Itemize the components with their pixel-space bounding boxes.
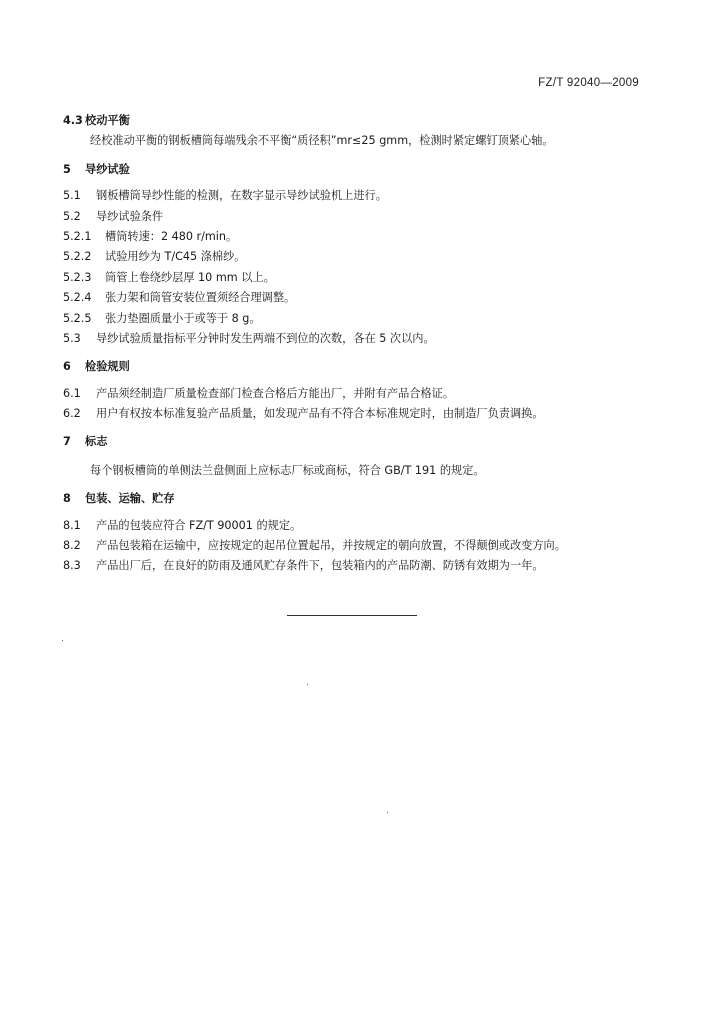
clause-text: 产品包装箱在运输中，应按规定的起吊位置起吊，并按规定的朝向放置，不得颠倒或改变方向。 bbox=[96, 539, 566, 553]
clause-text: 张力垫圈质量小于或等于 8 g。 bbox=[105, 311, 261, 325]
clause bbox=[63, 384, 643, 404]
clause-number: 5.1 bbox=[63, 189, 81, 203]
paragraph: 每个钢板槽筒的单侧法兰盘侧面上应标志厂标或商标，符合 GB/T 191 的规定。 bbox=[90, 463, 485, 477]
clause-number: 6.1 bbox=[63, 386, 81, 400]
scan-speck bbox=[387, 812, 388, 813]
section-number: 4.3 bbox=[63, 114, 83, 127]
clause-text: 张力架和筒管安装位置须经合理调整。 bbox=[105, 291, 296, 305]
section-heading bbox=[63, 357, 643, 377]
scan-speck bbox=[307, 684, 308, 685]
clause-text: 钢板槽筒导纱性能的检测，在数字显示导纱试验机上进行。 bbox=[96, 189, 387, 203]
clause-text: 产品须经制造厂质量检查部门检查合格后方能出厂，并附有产品合格证。 bbox=[96, 386, 455, 400]
document-body bbox=[63, 111, 643, 577]
clause-number: 6.2 bbox=[63, 407, 81, 421]
section-heading bbox=[63, 432, 643, 452]
clause-number: 5.2.4 bbox=[63, 291, 92, 305]
standard-code: FZ/T 92040—2009 bbox=[538, 77, 639, 89]
section-title: 包装、运输、贮存 bbox=[85, 492, 175, 506]
clause bbox=[63, 329, 643, 349]
clause-number: 8.2 bbox=[63, 539, 81, 553]
section-title: 标志 bbox=[85, 435, 108, 449]
clause bbox=[63, 556, 643, 576]
end-of-document-rule bbox=[287, 615, 417, 616]
clause-number: 5.2 bbox=[63, 209, 81, 223]
clause-number: 5.2.2 bbox=[63, 250, 92, 264]
clause bbox=[63, 227, 643, 247]
clause-number: 5.2.1 bbox=[63, 229, 92, 243]
clause-text: 试验用纱为 T/C45 涤棉纱。 bbox=[105, 250, 246, 264]
clause bbox=[63, 186, 643, 206]
clause bbox=[63, 207, 643, 227]
clause-text: 导纱试验条件 bbox=[96, 209, 164, 223]
section-number: 7 bbox=[63, 435, 71, 449]
section-heading bbox=[63, 160, 643, 180]
section-heading bbox=[63, 489, 643, 509]
section-heading bbox=[63, 111, 643, 131]
clause bbox=[63, 516, 643, 536]
clause-text: 筒管上卷绕纱层厚 10 mm 以上。 bbox=[105, 270, 275, 284]
clause-number: 8.3 bbox=[63, 559, 81, 573]
clause bbox=[63, 536, 643, 556]
clause bbox=[63, 309, 643, 329]
clause bbox=[63, 404, 643, 424]
scan-speck bbox=[62, 640, 63, 641]
clause bbox=[63, 268, 643, 288]
section-number: 6 bbox=[63, 360, 71, 374]
clause-text: 槽筒转速：2 480 r/min。 bbox=[105, 229, 238, 243]
clause-text: 用户有权按本标准复验产品质量，如发现产品有不符合本标准规定时，由制造厂负责调换。 bbox=[96, 407, 544, 421]
clause-number: 5.2.5 bbox=[63, 311, 92, 325]
section-number: 8 bbox=[63, 492, 71, 506]
clause-number: 5.2.3 bbox=[63, 270, 92, 284]
clause-number: 5.3 bbox=[63, 331, 81, 345]
section-title: 检验规则 bbox=[85, 360, 130, 374]
section-title: 导纱试验 bbox=[85, 162, 130, 176]
section-title: 校动平衡 bbox=[85, 114, 130, 127]
clause bbox=[63, 247, 643, 267]
clause bbox=[63, 288, 643, 308]
section-number: 5 bbox=[63, 162, 71, 176]
clause-number: 8.1 bbox=[63, 518, 81, 532]
clause-text: 导纱试验质量指标平分钟时发生两端不到位的次数，各在 5 次以内。 bbox=[96, 331, 435, 345]
clause-text: 产品的包装应符合 FZ/T 90001 的规定。 bbox=[96, 518, 302, 532]
clause-text: 产品出厂后，在良好的防雨及通风贮存条件下，包装箱内的产品防潮、防锈有效期为一年。 bbox=[96, 559, 544, 573]
paragraph: 经校准动平衡的钢板槽筒每端残余不平衡“质径积”mr≤25 gmm，检测时紧定螺钉顶紧心轴。 bbox=[90, 134, 554, 148]
